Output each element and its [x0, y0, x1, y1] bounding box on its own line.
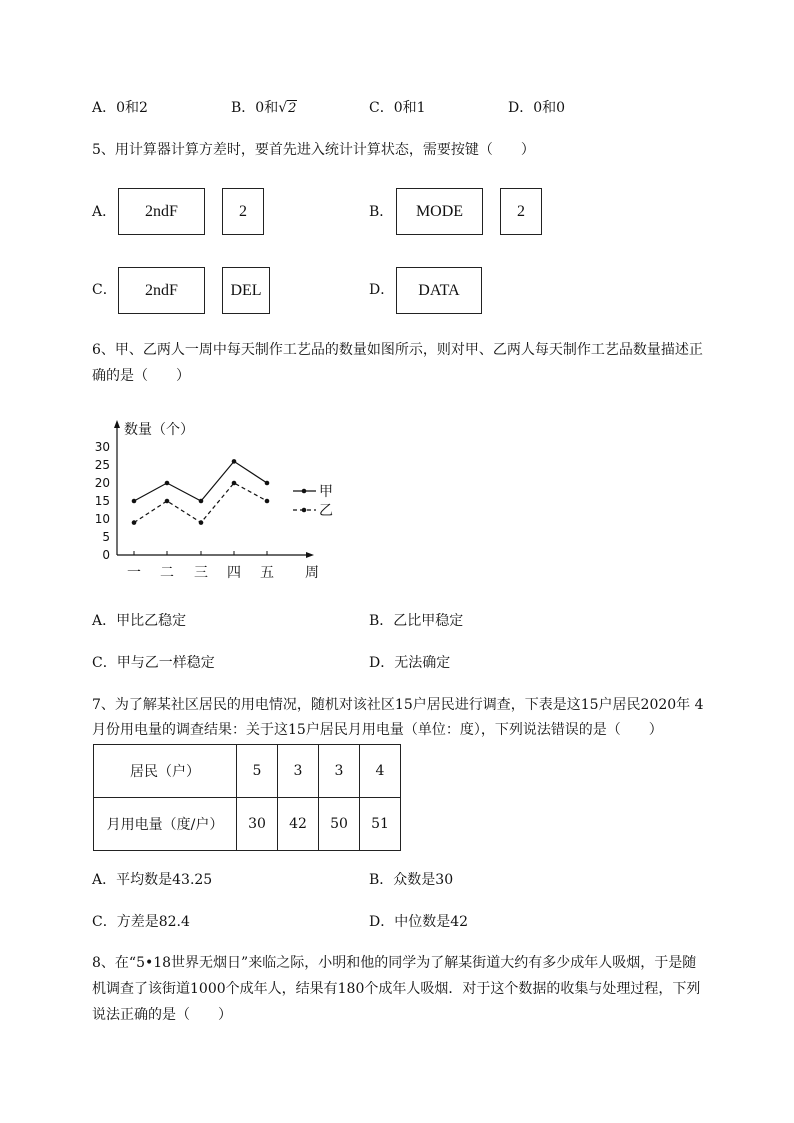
q4-option-a — [92, 98, 148, 118]
table-cell: 4 — [360, 745, 401, 798]
data-point — [199, 499, 204, 504]
q6-option-a — [92, 611, 186, 631]
y-tick-label: 20 — [94, 476, 110, 490]
y-tick-label: 5 — [102, 530, 110, 544]
option-text: 乙比甲稳定 — [393, 613, 464, 629]
key-2ndf: 2ndF — [118, 267, 205, 314]
y-tick-label: 15 — [94, 494, 110, 508]
table-cell: 30 — [237, 798, 278, 851]
key-del: DEL — [222, 267, 270, 314]
option-letter: D． — [508, 100, 534, 116]
x-tick-label: 二 — [160, 565, 174, 581]
table-cell: 3 — [278, 745, 319, 798]
table-row — [94, 798, 401, 851]
q7-stem-line2: 月份用电量的调查结果：关于这15户居民月用电量（单位：度），下列说法错误的是（ ） — [92, 722, 663, 738]
option-letter: B． — [369, 872, 394, 888]
y-tick-label: 0 — [102, 548, 110, 562]
x-tick-label: 四 — [227, 565, 241, 581]
option-text: 众数是30 — [393, 872, 454, 888]
row-header: 居民（户） — [94, 745, 237, 798]
option-letter: B． — [231, 100, 256, 116]
legend-marker — [302, 508, 307, 513]
q6-option-d — [369, 653, 450, 673]
table-cell: 42 — [278, 798, 319, 851]
data-point — [265, 481, 270, 486]
q5-option-d-letter: D． — [369, 282, 395, 298]
q6-stem-line2: 确的是（ ） — [92, 368, 190, 384]
legend-label: 乙 — [319, 503, 333, 519]
data-point — [132, 499, 137, 504]
x-axis-arrow — [306, 552, 314, 558]
data-point — [132, 520, 137, 525]
q7-option-b — [369, 870, 453, 890]
option-text: 0和0 — [533, 100, 566, 116]
y-tick-label: 25 — [94, 458, 110, 472]
option-text: 中位数是42 — [394, 914, 469, 930]
data-point — [232, 481, 237, 486]
key-2ndf: 2ndF — [118, 188, 205, 235]
y-tick-label: 10 — [94, 512, 110, 526]
q5-option-a-letter: A． — [92, 204, 117, 220]
option-text: 甲与乙一样稳定 — [116, 655, 215, 671]
y-axis-label: 数量（个） — [124, 422, 194, 438]
option-text: 方差是82.4 — [116, 914, 190, 930]
row-header: 月用电量（度/户） — [94, 798, 237, 851]
table-cell: 50 — [319, 798, 360, 851]
option-letter: D． — [369, 914, 395, 930]
option-letter: A． — [92, 613, 117, 629]
x-axis-label: 周 — [305, 565, 319, 581]
legend-marker — [302, 489, 307, 494]
q7-option-c — [92, 912, 190, 932]
q6-option-b — [369, 611, 463, 631]
option-letter: C． — [92, 655, 117, 671]
option-letter: A． — [92, 100, 117, 116]
data-point — [199, 520, 204, 525]
option-text: 平均数是43.25 — [116, 872, 213, 888]
option-letter: D． — [369, 655, 395, 671]
table-cell: 5 — [237, 745, 278, 798]
y-tick-label: 30 — [94, 440, 110, 454]
option-text: 无法确定 — [394, 655, 451, 671]
x-tick-label: 三 — [194, 565, 208, 581]
data-point — [232, 459, 237, 464]
option-letter: C． — [92, 914, 117, 930]
q5-stem: 5、用计算器计算方差时，要首先进入统计计算状态，需要按键（ ） — [92, 142, 535, 158]
option-letter: B． — [369, 613, 394, 629]
series-line-jia — [134, 461, 267, 501]
table-cell: 51 — [360, 798, 401, 851]
q7-option-d — [369, 912, 468, 932]
option-text: 0和 — [255, 100, 279, 116]
q6-stem-line1: 6、甲、乙两人一周中每天制作工艺品的数量如图所示，则对甲、乙两人每天制作工艺品数量描述正 — [92, 342, 703, 358]
key-data: DATA — [396, 267, 482, 314]
q5-option-b-letter: B． — [369, 204, 394, 220]
y-axis-arrow — [114, 420, 120, 428]
option-text: 0和2 — [116, 100, 148, 116]
q8-line2: 机调查了该街道1000个成年人，结果有180个成年人吸烟．对于这个数据的收集与处理过程，下列 — [92, 981, 701, 997]
q7-stem-line1: 7、为了解某社区居民的用电情况，随机对该社区15户居民进行调查，下表是这15户居民2020年 4 — [92, 697, 704, 713]
sqrt-expression: √2 — [278, 100, 297, 116]
radicand: 2 — [288, 101, 297, 116]
legend-label: 甲 — [319, 484, 333, 500]
option-letter: C． — [369, 100, 394, 116]
key-2: 2 — [500, 188, 542, 235]
table-cell: 3 — [319, 745, 360, 798]
usage-table — [93, 744, 401, 851]
q4-option-c — [369, 98, 426, 118]
option-letter: A． — [92, 872, 117, 888]
data-point — [265, 499, 270, 504]
option-text: 0和1 — [393, 100, 426, 116]
x-tick-label: 一 — [127, 565, 141, 581]
data-point — [165, 481, 170, 486]
line-chart — [88, 410, 348, 588]
q8-line3: 说法正确的是（ ） — [92, 1007, 232, 1023]
data-point — [165, 499, 170, 504]
q4-option-d — [508, 98, 565, 118]
q8-line1: 8、在“5•18世界无烟日”来临之际，小明和他的同学为了解某街道大约有多少成年人吸烟，于是随 — [92, 955, 697, 971]
key-2: 2 — [222, 188, 264, 235]
q5-option-c-letter: C． — [92, 282, 117, 298]
option-text: 甲比乙稳定 — [116, 613, 187, 629]
q4-option-b — [231, 98, 297, 119]
key-mode: MODE — [396, 188, 483, 235]
q7-option-a — [92, 870, 212, 890]
x-tick-label: 五 — [260, 565, 274, 581]
table-row — [94, 745, 401, 798]
q6-option-c — [92, 653, 215, 673]
